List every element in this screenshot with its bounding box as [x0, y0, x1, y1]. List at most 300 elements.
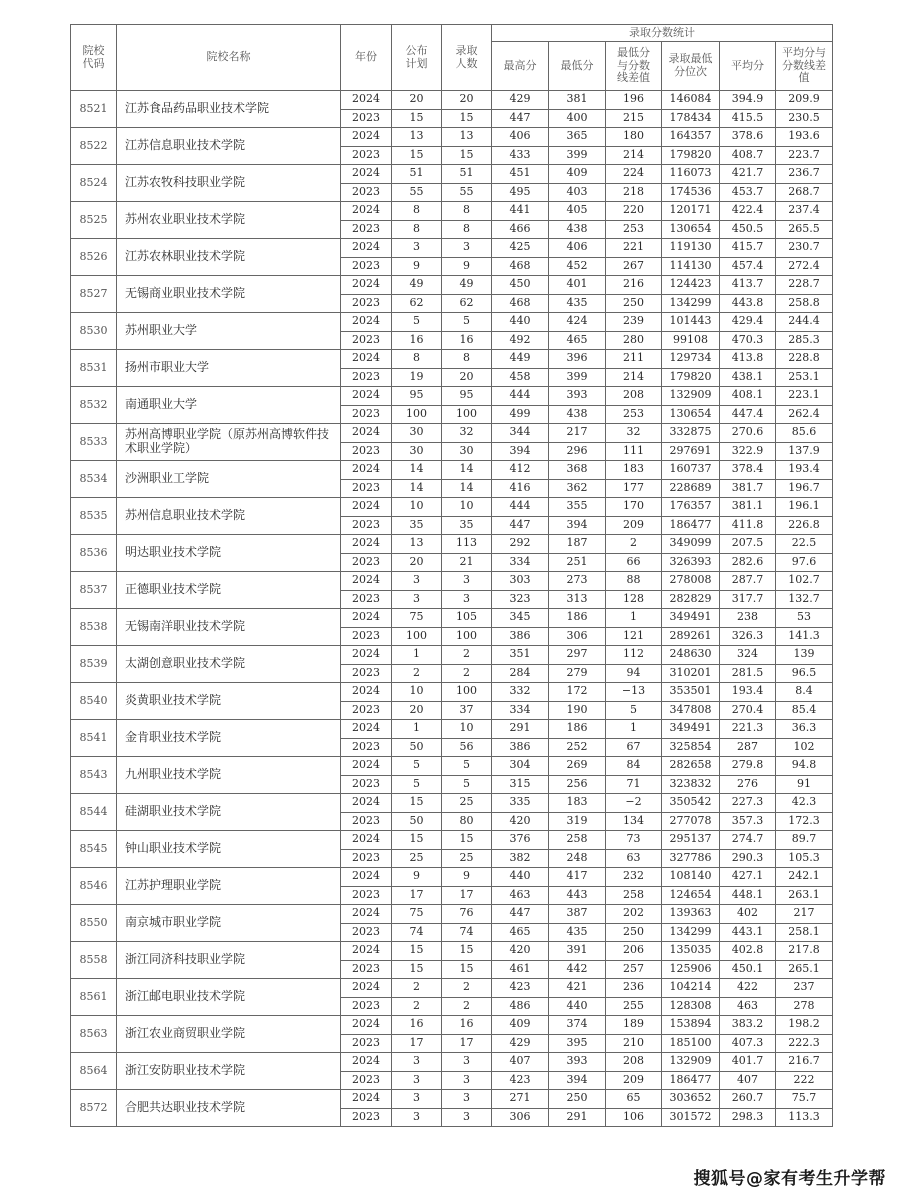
min-rank-cell: 130654: [662, 405, 720, 424]
school-code-cell: 8563: [71, 1016, 117, 1053]
max-score-cell: 323: [492, 590, 549, 609]
min-rank-cell: 349491: [662, 609, 720, 628]
admit-cell: 5: [442, 757, 492, 776]
min-diff-cell: 224: [606, 165, 662, 184]
plan-cell: 5: [392, 313, 442, 332]
max-score-cell: 407: [492, 1053, 549, 1072]
avg-score-cell: 378.4: [720, 461, 776, 480]
school-code-cell: 8543: [71, 757, 117, 794]
admit-cell: 100: [442, 627, 492, 646]
avg-score-cell: 470.3: [720, 331, 776, 350]
plan-cell: 15: [392, 831, 442, 850]
max-score-cell: 444: [492, 387, 549, 406]
min-rank-cell: 130654: [662, 220, 720, 239]
min-rank-cell: 124654: [662, 886, 720, 905]
admit-cell: 25: [442, 849, 492, 868]
avg-score-cell: 448.1: [720, 886, 776, 905]
min-diff-cell: 216: [606, 276, 662, 295]
min-score-cell: 258: [549, 831, 606, 850]
year-cell: 2023: [341, 183, 392, 202]
min-score-cell: 393: [549, 1053, 606, 1072]
max-score-cell: 449: [492, 350, 549, 369]
plan-cell: 62: [392, 294, 442, 313]
school-name-cell: 浙江农业商贸职业学院: [117, 1016, 341, 1053]
col-header-stats-group: 录取分数统计: [492, 25, 833, 42]
max-score-cell: 447: [492, 516, 549, 535]
year-cell: 2023: [341, 812, 392, 831]
admit-cell: 25: [442, 794, 492, 813]
year-cell: 2024: [341, 572, 392, 591]
avg-score-cell: 281.5: [720, 664, 776, 683]
min-rank-cell: 178434: [662, 109, 720, 128]
school-name-cell: 合肥共达职业技术学院: [117, 1090, 341, 1127]
avg-score-cell: 407: [720, 1071, 776, 1090]
min-rank-cell: 135035: [662, 942, 720, 961]
year-cell: 2024: [341, 424, 392, 443]
min-diff-cell: 221: [606, 239, 662, 258]
avg-score-cell: 453.7: [720, 183, 776, 202]
min-rank-cell: 116073: [662, 165, 720, 184]
min-diff-cell: 94: [606, 664, 662, 683]
max-score-cell: 386: [492, 627, 549, 646]
year-cell: 2023: [341, 553, 392, 572]
min-diff-cell: 177: [606, 479, 662, 498]
admit-cell: 8: [442, 202, 492, 221]
avg-diff-cell: 42.3: [776, 794, 833, 813]
avg-diff-cell: 53: [776, 609, 833, 628]
max-score-cell: 332: [492, 683, 549, 702]
min-diff-cell: 202: [606, 905, 662, 924]
school-name-cell: 无锡南洋职业技术学院: [117, 609, 341, 646]
school-name-cell: 浙江同济科技职业学院: [117, 942, 341, 979]
admit-cell: 51: [442, 165, 492, 184]
year-cell: 2023: [341, 368, 392, 387]
avg-score-cell: 422: [720, 979, 776, 998]
max-score-cell: 416: [492, 479, 549, 498]
plan-cell: 10: [392, 498, 442, 517]
year-cell: 2024: [341, 165, 392, 184]
school-name-cell: 南通职业大学: [117, 387, 341, 424]
plan-cell: 30: [392, 442, 442, 461]
admit-cell: 2: [442, 664, 492, 683]
min-diff-cell: 211: [606, 350, 662, 369]
year-cell: 2024: [341, 276, 392, 295]
school-code-cell: 8522: [71, 128, 117, 165]
col-header-avg: 平均分: [720, 42, 776, 91]
avg-diff-cell: 226.8: [776, 516, 833, 535]
avg-score-cell: 443.1: [720, 923, 776, 942]
plan-cell: 16: [392, 1016, 442, 1035]
avg-score-cell: 408.7: [720, 146, 776, 165]
min-score-cell: 269: [549, 757, 606, 776]
year-cell: 2023: [341, 997, 392, 1016]
plan-cell: 3: [392, 239, 442, 258]
avg-score-cell: 322.9: [720, 442, 776, 461]
plan-cell: 74: [392, 923, 442, 942]
min-rank-cell: 179820: [662, 146, 720, 165]
min-rank-cell: 349491: [662, 720, 720, 739]
school-code-cell: 8532: [71, 387, 117, 424]
table-row: [71, 91, 833, 110]
min-diff-cell: 210: [606, 1034, 662, 1053]
year-cell: 2023: [341, 442, 392, 461]
school-name-cell: 沙洲职业工学院: [117, 461, 341, 498]
year-cell: 2024: [341, 461, 392, 480]
max-score-cell: 492: [492, 331, 549, 350]
school-name-cell: 九州职业技术学院: [117, 757, 341, 794]
school-code-cell: 8537: [71, 572, 117, 609]
min-diff-cell: 183: [606, 461, 662, 480]
admit-cell: 9: [442, 868, 492, 887]
max-score-cell: 334: [492, 701, 549, 720]
min-rank-cell: 248630: [662, 646, 720, 665]
avg-score-cell: 298.3: [720, 1108, 776, 1127]
avg-score-cell: 394.9: [720, 91, 776, 110]
max-score-cell: 451: [492, 165, 549, 184]
min-diff-cell: 220: [606, 202, 662, 221]
min-diff-cell: 208: [606, 387, 662, 406]
admit-cell: 30: [442, 442, 492, 461]
min-rank-cell: 310201: [662, 664, 720, 683]
avg-score-cell: 324: [720, 646, 776, 665]
avg-diff-cell: 263.1: [776, 886, 833, 905]
min-rank-cell: 134299: [662, 294, 720, 313]
school-code-cell: 8524: [71, 165, 117, 202]
min-rank-cell: 303652: [662, 1090, 720, 1109]
plan-cell: 100: [392, 405, 442, 424]
year-cell: 2024: [341, 535, 392, 554]
min-rank-cell: 164357: [662, 128, 720, 147]
admit-cell: 16: [442, 331, 492, 350]
avg-diff-cell: 94.8: [776, 757, 833, 776]
avg-score-cell: 443.8: [720, 294, 776, 313]
min-diff-cell: 209: [606, 1071, 662, 1090]
min-score-cell: 183: [549, 794, 606, 813]
min-score-cell: 406: [549, 239, 606, 258]
avg-score-cell: 408.1: [720, 387, 776, 406]
avg-diff-cell: 244.4: [776, 313, 833, 332]
min-rank-cell: 327786: [662, 849, 720, 868]
min-score-cell: 186: [549, 609, 606, 628]
avg-score-cell: 317.7: [720, 590, 776, 609]
plan-cell: 1: [392, 720, 442, 739]
year-cell: 2024: [341, 350, 392, 369]
min-score-cell: 256: [549, 775, 606, 794]
min-diff-cell: 215: [606, 109, 662, 128]
plan-cell: 20: [392, 553, 442, 572]
school-code-cell: 8527: [71, 276, 117, 313]
admit-cell: 2: [442, 646, 492, 665]
avg-diff-cell: 85.4: [776, 701, 833, 720]
avg-diff-cell: 230.7: [776, 239, 833, 258]
admit-cell: 95: [442, 387, 492, 406]
avg-score-cell: 447.4: [720, 405, 776, 424]
min-score-cell: 187: [549, 535, 606, 554]
admit-cell: 14: [442, 461, 492, 480]
school-code-cell: 8538: [71, 609, 117, 646]
max-score-cell: 466: [492, 220, 549, 239]
plan-cell: 50: [392, 812, 442, 831]
min-rank-cell: 186477: [662, 516, 720, 535]
school-code-cell: 8544: [71, 794, 117, 831]
avg-score-cell: 282.6: [720, 553, 776, 572]
plan-cell: 10: [392, 683, 442, 702]
min-diff-cell: 128: [606, 590, 662, 609]
plan-cell: 100: [392, 627, 442, 646]
plan-cell: 30: [392, 424, 442, 443]
min-diff-cell: 134: [606, 812, 662, 831]
min-score-cell: 368: [549, 461, 606, 480]
year-cell: 2024: [341, 1016, 392, 1035]
min-score-cell: 396: [549, 350, 606, 369]
school-name-cell: 太湖创意职业技术学院: [117, 646, 341, 683]
avg-score-cell: 260.7: [720, 1090, 776, 1109]
min-rank-cell: 119130: [662, 239, 720, 258]
min-score-cell: 465: [549, 331, 606, 350]
plan-cell: 13: [392, 128, 442, 147]
avg-diff-cell: 8.4: [776, 683, 833, 702]
plan-cell: 3: [392, 590, 442, 609]
min-score-cell: 399: [549, 146, 606, 165]
max-score-cell: 303: [492, 572, 549, 591]
avg-score-cell: 427.1: [720, 868, 776, 887]
avg-diff-cell: 268.7: [776, 183, 833, 202]
plan-cell: 20: [392, 91, 442, 110]
year-cell: 2024: [341, 646, 392, 665]
min-diff-cell: 66: [606, 553, 662, 572]
max-score-cell: 429: [492, 91, 549, 110]
plan-cell: 5: [392, 757, 442, 776]
admit-cell: 62: [442, 294, 492, 313]
avg-diff-cell: 193.6: [776, 128, 833, 147]
min-score-cell: 403: [549, 183, 606, 202]
admit-cell: 3: [442, 1053, 492, 1072]
min-rank-cell: 134299: [662, 923, 720, 942]
min-rank-cell: 104214: [662, 979, 720, 998]
plan-cell: 95: [392, 387, 442, 406]
max-score-cell: 468: [492, 257, 549, 276]
plan-cell: 35: [392, 516, 442, 535]
max-score-cell: 420: [492, 812, 549, 831]
school-name-cell: 钟山职业技术学院: [117, 831, 341, 868]
col-header-admit: 录取人数: [442, 25, 492, 91]
admit-cell: 17: [442, 1034, 492, 1053]
school-code-cell: 8533: [71, 424, 117, 461]
school-name-cell: 炎黄职业技术学院: [117, 683, 341, 720]
admit-cell: 15: [442, 146, 492, 165]
avg-diff-cell: 223.1: [776, 387, 833, 406]
avg-diff-cell: 102: [776, 738, 833, 757]
min-rank-cell: 153894: [662, 1016, 720, 1035]
min-diff-cell: 1: [606, 720, 662, 739]
avg-score-cell: 413.7: [720, 276, 776, 295]
table-body: [71, 91, 833, 1127]
min-rank-cell: 332875: [662, 424, 720, 443]
avg-diff-cell: 237.4: [776, 202, 833, 221]
table-row: [71, 461, 833, 480]
min-score-cell: 306: [549, 627, 606, 646]
admit-cell: 10: [442, 498, 492, 517]
year-cell: 2023: [341, 1108, 392, 1127]
min-diff-cell: 189: [606, 1016, 662, 1035]
min-diff-cell: 218: [606, 183, 662, 202]
min-diff-cell: 112: [606, 646, 662, 665]
avg-score-cell: 274.7: [720, 831, 776, 850]
min-rank-cell: 278008: [662, 572, 720, 591]
avg-diff-cell: 217.8: [776, 942, 833, 961]
min-diff-cell: 250: [606, 294, 662, 313]
plan-cell: 17: [392, 886, 442, 905]
min-score-cell: 394: [549, 516, 606, 535]
school-name-cell: 苏州信息职业技术学院: [117, 498, 341, 535]
admit-cell: 76: [442, 905, 492, 924]
min-rank-cell: 129734: [662, 350, 720, 369]
min-rank-cell: 323832: [662, 775, 720, 794]
max-score-cell: 495: [492, 183, 549, 202]
max-score-cell: 306: [492, 1108, 549, 1127]
max-score-cell: 444: [492, 498, 549, 517]
min-score-cell: 452: [549, 257, 606, 276]
max-score-cell: 465: [492, 923, 549, 942]
avg-score-cell: 381.1: [720, 498, 776, 517]
min-rank-cell: 277078: [662, 812, 720, 831]
min-diff-cell: 255: [606, 997, 662, 1016]
max-score-cell: 499: [492, 405, 549, 424]
min-diff-cell: 209: [606, 516, 662, 535]
max-score-cell: 291: [492, 720, 549, 739]
year-cell: 2024: [341, 1053, 392, 1072]
avg-diff-cell: 141.3: [776, 627, 833, 646]
col-header-max: 最高分: [492, 42, 549, 91]
year-cell: 2023: [341, 775, 392, 794]
avg-diff-cell: 102.7: [776, 572, 833, 591]
table-row: [71, 1053, 833, 1072]
year-cell: 2023: [341, 146, 392, 165]
plan-cell: 25: [392, 849, 442, 868]
table-row: [71, 1090, 833, 1109]
school-code-cell: 8561: [71, 979, 117, 1016]
year-cell: 2023: [341, 331, 392, 350]
min-diff-cell: 170: [606, 498, 662, 517]
min-score-cell: 291: [549, 1108, 606, 1127]
year-cell: 2024: [341, 905, 392, 924]
max-score-cell: 394: [492, 442, 549, 461]
max-score-cell: 386: [492, 738, 549, 757]
min-score-cell: 399: [549, 368, 606, 387]
avg-score-cell: 421.7: [720, 165, 776, 184]
plan-cell: 16: [392, 331, 442, 350]
min-rank-cell: 125906: [662, 960, 720, 979]
col-header-code: 院校代码: [71, 25, 117, 91]
avg-diff-cell: 253.1: [776, 368, 833, 387]
avg-score-cell: 287.7: [720, 572, 776, 591]
min-rank-cell: 282658: [662, 757, 720, 776]
year-cell: 2024: [341, 831, 392, 850]
min-score-cell: 435: [549, 294, 606, 313]
admit-cell: 20: [442, 368, 492, 387]
min-score-cell: 273: [549, 572, 606, 591]
admit-cell: 15: [442, 960, 492, 979]
min-rank-cell: 101443: [662, 313, 720, 332]
year-cell: 2024: [341, 942, 392, 961]
plan-cell: 75: [392, 609, 442, 628]
avg-diff-cell: 262.4: [776, 405, 833, 424]
plan-cell: 1: [392, 646, 442, 665]
min-score-cell: 365: [549, 128, 606, 147]
year-cell: 2023: [341, 220, 392, 239]
plan-cell: 15: [392, 960, 442, 979]
year-cell: 2023: [341, 257, 392, 276]
avg-score-cell: 357.3: [720, 812, 776, 831]
school-code-cell: 8536: [71, 535, 117, 572]
table-row: [71, 387, 833, 406]
min-rank-cell: 139363: [662, 905, 720, 924]
avg-diff-cell: 230.5: [776, 109, 833, 128]
school-name-cell: 江苏农牧科技职业学院: [117, 165, 341, 202]
plan-cell: 8: [392, 350, 442, 369]
min-diff-cell: 206: [606, 942, 662, 961]
min-rank-cell: 174536: [662, 183, 720, 202]
avg-score-cell: 193.4: [720, 683, 776, 702]
admit-cell: 13: [442, 128, 492, 147]
avg-score-cell: 326.3: [720, 627, 776, 646]
school-code-cell: 8558: [71, 942, 117, 979]
min-score-cell: 313: [549, 590, 606, 609]
admit-cell: 15: [442, 109, 492, 128]
min-rank-cell: 297691: [662, 442, 720, 461]
year-cell: 2024: [341, 979, 392, 998]
admit-cell: 16: [442, 1016, 492, 1035]
school-code-cell: 8541: [71, 720, 117, 757]
avg-score-cell: 422.4: [720, 202, 776, 221]
avg-diff-cell: 85.6: [776, 424, 833, 443]
plan-cell: 20: [392, 701, 442, 720]
avg-diff-cell: 223.7: [776, 146, 833, 165]
admit-cell: 14: [442, 479, 492, 498]
year-cell: 2024: [341, 683, 392, 702]
avg-diff-cell: 237: [776, 979, 833, 998]
min-diff-cell: 73: [606, 831, 662, 850]
school-code-cell: 8521: [71, 91, 117, 128]
max-score-cell: 468: [492, 294, 549, 313]
watermark: 搜狐号@家有考生升学帮: [693, 1169, 886, 1189]
table-row: [71, 313, 833, 332]
max-score-cell: 425: [492, 239, 549, 258]
avg-score-cell: 270.4: [720, 701, 776, 720]
avg-score-cell: 276: [720, 775, 776, 794]
min-score-cell: 442: [549, 960, 606, 979]
admission-score-sheet: [70, 24, 832, 1127]
max-score-cell: 429: [492, 1034, 549, 1053]
min-score-cell: 250: [549, 1090, 606, 1109]
avg-diff-cell: 258.1: [776, 923, 833, 942]
plan-cell: 2: [392, 979, 442, 998]
min-diff-cell: 239: [606, 313, 662, 332]
school-name-cell: 明达职业技术学院: [117, 535, 341, 572]
col-header-plan: 公布计划: [392, 25, 442, 91]
year-cell: 2023: [341, 960, 392, 979]
avg-score-cell: 238: [720, 609, 776, 628]
year-cell: 2023: [341, 627, 392, 646]
admit-cell: 37: [442, 701, 492, 720]
year-cell: 2024: [341, 720, 392, 739]
plan-cell: 14: [392, 479, 442, 498]
school-name-cell: 硅湖职业技术学院: [117, 794, 341, 831]
table-row: [71, 683, 833, 702]
avg-score-cell: 383.2: [720, 1016, 776, 1035]
plan-cell: 8: [392, 202, 442, 221]
plan-cell: 15: [392, 109, 442, 128]
